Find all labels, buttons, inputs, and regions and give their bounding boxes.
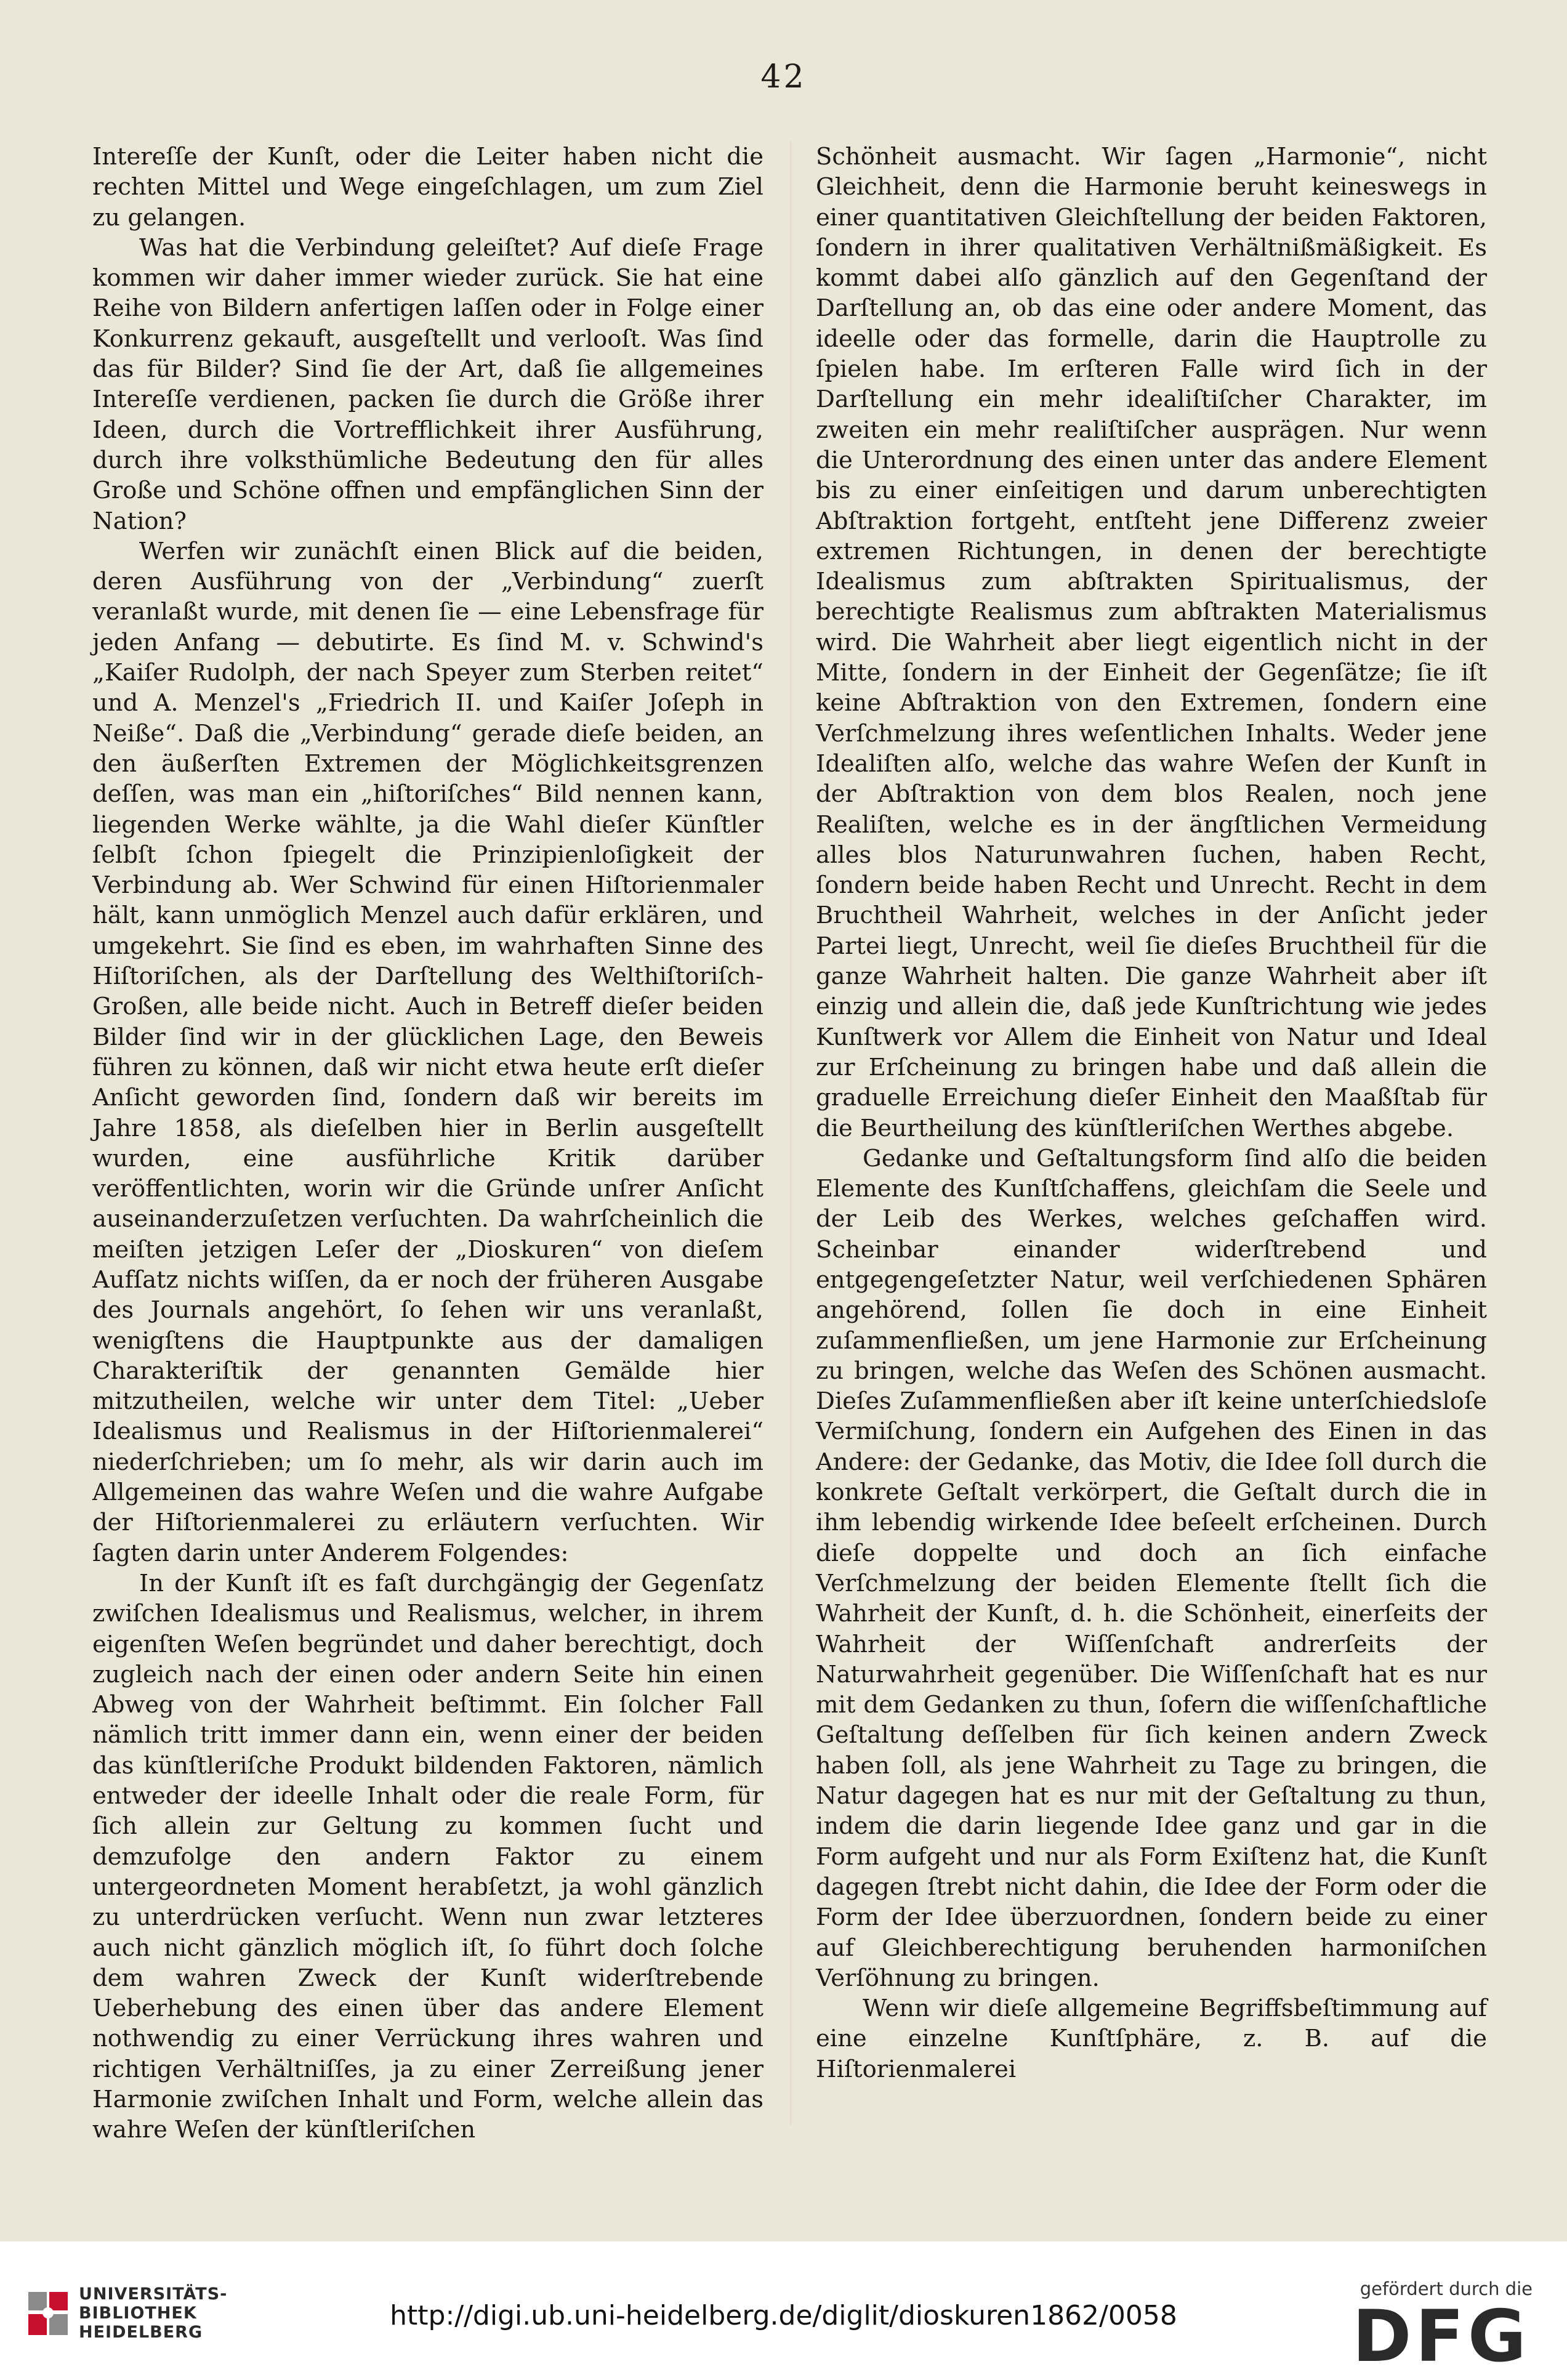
permalink-url[interactable]: http://digi.ub.uni-heidelberg.de/diglit/dioskuren1862/0058 xyxy=(390,2300,1177,2331)
library-name-line: UNIVERSITÄTS- xyxy=(79,2285,228,2304)
paragraph: Intereſſe der Kunſt, oder die Leiter haben nicht die rechten Mittel und Wege eingeſchlagen, um zum Ziel zu gelangen. xyxy=(92,143,763,232)
paragraph: Gedanke und Geſtaltungsform ſind alſo die beiden Elemente des Kunſtſchaffens, gleichſam die Seele und der Leib des Werkes, welches geſchaffen wird. Scheinbar einander widerſtrebend und entgegengeſetzter Natur, weil verſchiedenen Sphären angehörend, ſollen ſie doch in eine Einheit zuſammenfließen, um jene Harmonie zur Erſcheinung zu bringen, welche das Weſen des Schönen ausmacht. Dieſes Zuſammenfließen aber iſt keine unterſchiedsloſe Vermiſchung, ſondern ein Aufgehen des Einen in das Andere: der Gedanke, das Motiv, die Idee ſoll durch die konkrete Geſtalt verkörpert, die Geſtalt durch die in ihm lebendig wirkende Idee beſeelt erſcheinen. Durch dieſe doppelte und doch an ſich einfache Verſchmelzung der beiden Elemente ſtellt ſich die Wahrheit der Kunſt, d. h. die Schönheit, einerſeits der Wahrheit der Wiſſenſchaft andrerſeits der Naturwahrheit gegenüber. Die Wiſſenſchaft hat es nur mit dem Gedanken zu thun, ſofern die wiſſenſchaftliche Geſtaltung deſſelben für ſich keinen andern Zweck haben ſoll, als jene Wahrheit zu Tage zu bringen, die Natur dagegen hat es nur mit der Geſtaltung zu thun, indem die darin liegende Idee ganz und gar in die Form aufgeht und nur als Form Exiſtenz hat, die Kunſt dagegen ſtrebt nicht dahin, die Idee der Form oder die Form der Idee überzuordnen, ſondern beide zu einer auf Gleichberechtigung beruhenden harmoniſchen Verſöhnung zu bringen. xyxy=(816,1144,1487,1992)
dfg-logo-icon: DFG xyxy=(1352,2295,1530,2378)
funded-by-label: gefördert durch die xyxy=(1360,2278,1533,2299)
text-column-left xyxy=(92,142,763,2145)
text-column-right xyxy=(816,142,1487,2084)
viewer-footer xyxy=(0,2241,1567,2380)
paragraph: Was hat die Verbindung geleiſtet? Auf dieſe Frage kommen wir daher immer wieder zurück. Sie hat eine Reihe von Bildern anfertigen laſſen oder in Folge einer Konkurrenz gekauft, ausgeſtellt und verlooſt. Was ſind das für Bilder? Sind ſie der Art, daß ſie allgemeines Intereſſe verdienen, packen ſie durch die Größe ihrer Ideen, durch die Vortrefflichkeit ihrer Ausführung, durch ihre volksthümliche Bedeutung den für alles Große und Schöne offnen und empfänglichen Sinn der Nation? xyxy=(92,233,763,535)
paragraph: Wenn wir dieſe allgemeine Begriffsbeſtimmung auf eine einzelne Kunſtſphäre, z. B. auf die Hiſtorienmalerei xyxy=(816,1995,1487,2083)
library-name-line: HEIDELBERG xyxy=(79,2323,203,2342)
paragraph: In der Kunſt iſt es faſt durchgängig der Gegenſatz zwiſchen Idealismus und Realismus, welcher, in ihrem eigenſten Weſen begründet und daher berechtigt, doch zugleich nach der einen oder andern Seite hin einen Abweg von der Wahrheit beſtimmt. Ein ſolcher Fall nämlich tritt immer dann ein, wenn einer der beiden das künſtleriſche Produkt bildenden Faktoren, nämlich entweder der ideelle Inhalt oder die reale Form, für ſich allein zur Geltung zu kommen ſucht und demzufolge den andern Faktor zu einem untergeordneten Moment herabſetzt, ja wohl gänzlich zu unterdrücken verſucht. Wenn nun zwar letzteres auch nicht gänzlich möglich iſt, ſo führt doch ſolche dem wahren Zweck der Kunſt widerſtrebende Ueberhebung des einen über das andere Element nothwendig zu einer Verrückung ihres wahren und richtigen Verhältniſſes, ja zu einer Zerreißung jener Harmonie zwiſchen Inhalt und Form, welche allein das wahre Weſen der künſtleriſchen xyxy=(92,1569,763,2144)
paragraph: Schönheit ausmacht. Wir ſagen „Harmonie“, nicht Gleichheit, denn die Harmonie beruht keineswegs in einer quantitativen Gleichſtellung der beiden Faktoren, ſondern in ihrer qualitativen Verhältnißmäßigkeit. Es kommt dabei alſo gänzlich auf den Gegenſtand der Darſtellung an, ob das eine oder andere Moment, das ideelle oder das formelle, darin die Hauptrolle zu ſpielen habe. Im erſteren Falle wird ſich in der Darſtellung ein mehr idealiſtiſcher Charakter, im zweiten ein mehr realiſtiſcher ausprägen. Nur wenn die Unterordnung des einen unter das andere Element bis zu einer einſeitigen und darum unberechtigten Abſtraktion fortgeht, entſteht jene Differenz zweier extremen Richtungen, in denen der berechtigte Idealismus zum abſtrakten Spiritualismus, der berechtigte Realismus zum abſtrakten Materialismus wird. Die Wahrheit aber liegt eigentlich nicht in der Mitte, ſondern in der Einheit der Gegenſätze; ſie iſt keine Abſtraktion von den Extremen, ſondern eine Verſchmelzung ihres weſentlichen Inhalts. Weder jene Idealiſten alſo, welche das wahre Weſen der Kunſt in der Abſtraktion von dem blos Realen, noch jene Realiſten, welche es in der ängſtlichen Vermeidung alles blos Naturunwahren ſuchen, haben Recht, ſondern beide haben Recht und Unrecht. Recht in dem Bruchtheil Wahrheit, welches in der Anſicht jeder Partei liegt, Unrecht, weil ſie dieſes Bruchtheil für die ganze Wahrheit halten. Die ganze Wahrheit aber iſt einzig und allein die, daß jede Kunſtrichtung wie jedes Kunſtwerk vor Allem die Einheit von Natur und Ideal zur Erſcheinung zu bringen habe und daß allein die graduelle Erreichung dieſer Einheit den Maaßſtab für die Beurtheilung des künſtleriſchen Werthes abgebe. xyxy=(816,143,1487,1142)
page-number: 42 xyxy=(760,58,807,95)
paragraph: Werfen wir zunächſt einen Blick auf die beiden, deren Ausführung von der „Verbindung“ zuerſt veranlaßt wurde, mit denen ſie — eine Lebensfrage für jeden Anfang — debutirte. Es ſind M. v. Schwind's „Kaiſer Rudolph, der nach Speyer zum Sterben reitet“ und A. Menzel's „Friedrich II. und Kaiſer Joſeph in Neiße“. Daß die „Verbindung“ gerade dieſe beiden, an den äußerſten Extremen der Möglichkeitsgrenzen deſſen, was man ein „hiſtoriſches“ Bild nennen kann, liegenden Werke wählte, ja die Wahl dieſer Künſtler ſelbſt ſchon ſpiegelt die Prinzipienloſigkeit der Verbindung ab. Wer Schwind für einen Hiſtorienmaler hält, kann unmöglich Menzel auch dafür erklären, und umgekehrt. Sie ſind es eben, im wahrhaften Sinne des Hiſtoriſchen, als der Darſtellung des Welthiſtoriſch-Großen, alle beide nicht. Auch in Betreff dieſer beiden Bilder ſind wir in der glücklichen Lage, den Beweis führen zu können, daß wir nicht etwa heute erſt dieſer Anſicht geworden ſind, ſondern daß wir bereits im Jahre 1858, als dieſelben hier in Berlin ausgeſtellt wurden, eine ausführliche Kritik darüber veröffentlichten, worin wir die Gründe unſrer Anſicht auseinanderzuſetzen verſuchten. Da wahrſcheinlich die meiſten jetzigen Leſer der „Dioskuren“ von dieſem Aufſatz nichts wiſſen, da er noch der früheren Ausgabe des Journals angehört, ſo ſehen wir uns veranlaßt, wenigſtens die Hauptpunkte aus der damaligen Charakteriſtik der genannten Gemälde hier mitzutheilen, welche wir unter dem Titel: „Ueber Idealismus und Realismus in der Hiſtorienmalerei“ niederſchrieben; um ſo mehr, als wir darin auch im Allgemeinen das wahre Weſen und die wahre Aufgabe der Hiſtorienmalerei zu erläutern verſuchten. Wir ſagten darin unter Anderem Folgendes: xyxy=(92,537,763,1567)
library-name-line: BIBLIOTHEK xyxy=(79,2304,197,2323)
